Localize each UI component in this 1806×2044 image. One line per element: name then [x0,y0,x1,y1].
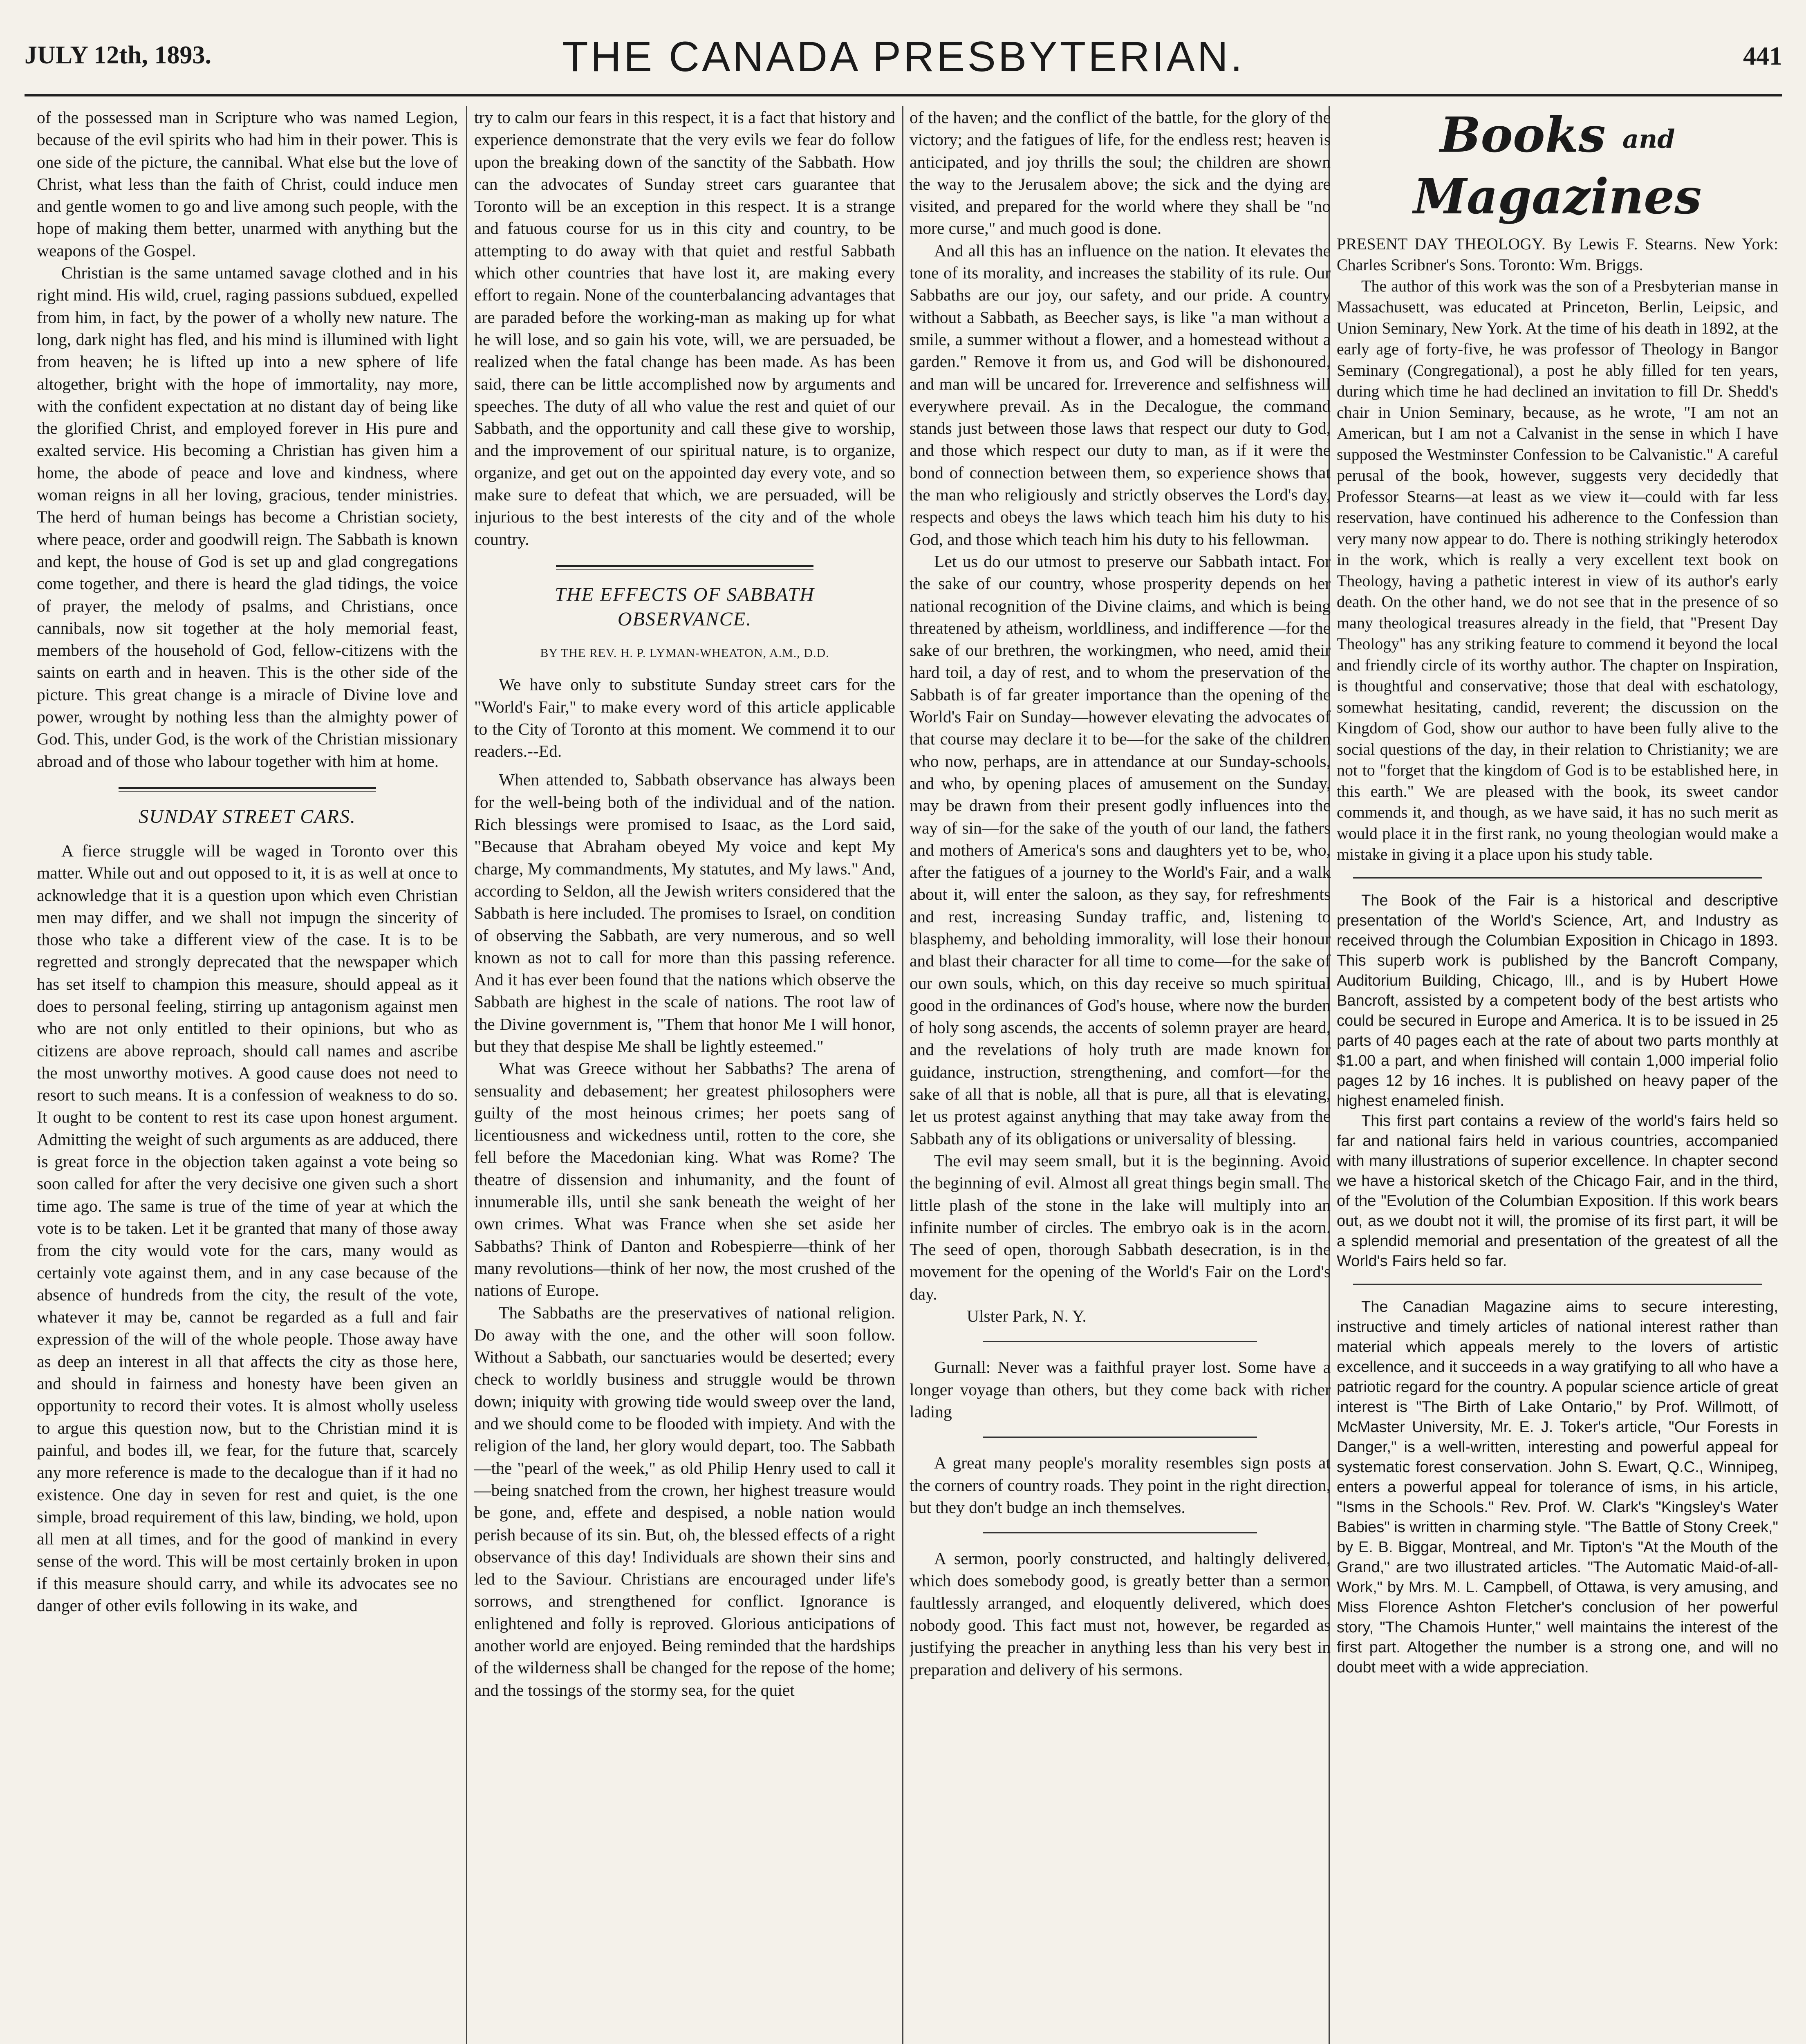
paragraph: When attended to, Sabbath observance has always been for the well-being both of the individual and of the nation. Rich blessings were promised to Isaac, as the Lord said, "Because that Abraham obeyed My voice and kept My charge, My commandments, My statutes, and My laws." And, according to Seldon, all the Jewish writers considered that the Sabbath is here included. The promises to Israel, on condition of observing the Sabbath, are very numerous, and so well known as not to call for more than this passing reference. And it has ever been found that the nations which observe the Sabbath are highest in the scale of nations. The root law of the Divine government is, "Them that honor Me I will honor, but they that despise Me shall be lightly esteemed." [474,770,895,1056]
section-title-word: Books [1440,106,1606,163]
section-title-word: Magazines [1413,168,1702,225]
divider [983,1437,1257,1438]
paragraph: Christian is the same untamed savage clothed and in his right mind. His wild, cruel, raging passions subdued, expelled from him, in fact, by the power of a wholly new nature. The long, dark night has fled, and his mind is illumined with light from heaven; he is lifted up into a new sphere of life altogether, bright with the hope of immortality, nay more, with the confident expectation at no distant day of being like the glorified Christ, and employed forever in His pure and exalted service. His becoming a Christian has given him a home, the abode of peace and love and kindness, where woman reigns in all her loving, gracious, tender ministries. The herd of human beings has become a Christian society, where peace, order and goodwill reign. The Sabbath is known and kept, the house of God is set up and glad congregations come together, and there is heard the glad tidings, the voice of prayer, the melody of psalms, and Christians, once cannibals, now sit together at the holy memorial feast, members of the household of God, fellow-citizens with the saints on earth and in heaven. This is the other side of the picture. This great change is a miracle of Divine love and power, wrought by nothing less than the almighty power of God. This, under God, is the work of the Christian missionary abroad and of those who labour together with him at home. [37,263,458,771]
paragraph: What was Greece without her Sabbaths? The arena of sensuality and debasement; her greatest philosophers were guilty of the most heinous crimes; her poets sang of licentiousness and wickedness until, rotten to the core, she fell before the Macedonian king. What was Rome? The theatre of dissension and inhumanity, and the fount of innumerable ills, until she sank beneath the weight of her own crimes. What was France when she set aside her Sabbaths? Think of Danton and Robespierre—think of her many revolutions—think of her now, the most crushed of the nations of Europe. [474,1059,895,1300]
column-3 [910,106,1331,2044]
paragraph: of the possessed man in Scripture who was named Legion, because of the evil spirits who had him in their power. This is one side of the picture, the cannibal. What else but the love of Christ, what less than the faith of Christ, could induce men and gentle women to go and live among such people, with the hope of making them better, unarmed with anything but the weapons of the Gospel. [37,108,458,260]
paragraph: of the haven; and the conflict of the battle, for the glory of the victory; and the fatigues of life, for the endless rest; heaven is anticipated, and joy thrills the soul; the children are shown the way to the Jerusalem above; the sick and the dying are visited, and prepared for the world where they shall be "no more curse," and much good is done. [910,108,1331,238]
divider [1353,877,1762,879]
quote: A sermon, poorly constructed, and haltingly delivered, which does somebody good, is greatly better than a sermon faultlessly arranged, and eloquently delivered, which does nobody good. This fact must not, however, be regarded as justifying the preacher in anything less than his very best in preparation and delivery of his sermons. [910,1549,1331,1679]
divider [983,1341,1257,1342]
section-divider [119,787,376,792]
paragraph: The evil may seem small, but it is the beginning. Avoid the beginning of evil. Almost all great things begin small. The little plash of the stone in the lake will multiply into an infinite number of circles. The embryo oak is in the acorn. The seed of open, thorough Sabbath desecration, is in the movement for the opening of the World's Fair on the Lord's day. [910,1151,1331,1303]
paragraph: Let us do our utmost to preserve our Sabbath intact. For the sake of our country, whose prosperity depends on her national recognition of the Divine claims, and which is being threatened by atheism, worldliness, and indifference —for the sake of our brethren, the workingmen, who need, amid their hard toil, a day of rest, and to whom the preservation of the Sabbath is of far greater importance than the opening of the World's Fair on Sunday—however elevating the advocates of that course may declare it to be—for the sake of the children who now, perhaps, are in attendance at our Sunday-schools, and who, by opening places of amusement on the Sunday, may be drawn from their present godly influences into the way of sin—for the sake of the youth of our land, the fathers and mothers of America's sons and daughters yet to be, who, after the fatigues of a journey to the World's Fair, and a walk about it, will enter the saloon, as they say, for refreshments and rest, increasing Sunday traffic, and, listening to blasphemy, and beholding immorality, will lose their honour and blast their character for all time to come—for the sake of our own souls, which, on this day receive so much spiritual good in the ordinances of God's house, where now the burden of holy song ascends, the accents of solemn prayer are heard, and the revelations of holy truth are made known for guidance, instruction, strengthening, and comfort—for the sake of all that is noble, all that is pure, all that is elevating, let us protest against anything that may take away from the Sabbath any of its obligations or universality of blessing. [910,551,1331,1148]
review-body: The Book of the Fair is a historical and descriptive presentation of the World's Science, Art, and Industry as received through the Columbian Exposition in Chicago in 1893. This superb work is published by the Bancroft Company, Auditorium Building, Chicago, Ill., and is by Hubert Howe Bancroft, assisted by a competent body of the best artists who could be secured in Europe and America. It is to be issued in 25 parts of 40 pages each at the rate of about two parts monthly at $1.00 a part, and when finished will contain 1,000 imperial folio pages 12 by 16 inches. It is published on heavy paper of the highest enameled finish. [1337,892,1778,1109]
editor-note: We have only to substitute Sunday street cars for the "World's Fair," to make every word of this article applicable to the City of Toronto at this moment. We commend it to our readers.--Ed. [474,675,895,761]
article-signoff: Ulster Park, N. Y. [967,1307,1087,1326]
masthead [25,12,1782,96]
section-title-books-magazines [1337,106,1778,225]
divider [983,1532,1257,1533]
section-divider [556,565,813,570]
column-divider [466,106,467,2044]
review-body: This first part contains a review of the world's fairs held so far and national fairs held in various countries, accompanied with many illustrations of superior excellence. In chapter second we have a historical sketch of the Chicago Fair, and in the third, of the "Evolution of the Columbian Exposition. If this work bears out, as we doubt not it will, the promise of its first part, it will be a splendid memorial and presentation of the greatest of all the World's Fairs held so far. [1337,1112,1778,1270]
review-body: The Canadian Magazine aims to secure interesting, instructive and timely articles of national interest rather than material which appeals merely to the lovers of artistic excellence, and it succeeds in a way gratifying to all who have a patriotic regard for the country. A popular science article of great interest is "The Birth of Lake Ontario," by Prof. Willmott, of McMaster University, Mr. E. J. Toker's article, "Our Forests in Danger," is a well-written, interesting and powerful appeal for systematic forest conservation. John S. Ewart, Q.C., Winnipeg, enters a powerful appeal for tolerance of isms, in his article, "Isms in the Schools." Rev. Prof. W. Clark's "Kingsley's Water Babies" is written in charming style. "The Battle of Stony Creek," by E. B. Biggar, Montreal, and Mr. Tipton's "At the Mouth of the Grand," are two illustrated articles. "The Automatic Maid-of-all-Work," by Mrs. M. L. Campbell, of Ottawa, is very amusing, and Miss Florence Ashton Fletcher's conclusion of her powerful story, "The Chamois Hunter," well maintains the interest of the first part. Altogether the number is a strong one, and will no doubt meet with a wide appreciation. [1337,1298,1778,1676]
quote: A great many people's morality resembles sign posts at the corners of country roads. They point in the right direction, but they don't budge an inch themselves. [910,1453,1331,1517]
paragraph: The Sabbaths are the preservatives of national religion. Do away with the one, and the other will soon follow. Without a Sabbath, our sanctuaries would be deserted; every check to worldly business and struggle would be thrown down; iniquity with growing tide would sweep over the land, and we should come to be flooded with impiety. And with the religion of the land, her glory would depart, too. The Sabbath—the "pearl of the week," as old Philip Henry used to call it—being snatched from the crown, her highest treasure would be gone, and, effete and despised, a noble nation would perish because of its sin. But, oh, the blessed effects of a right observance of this day! Individuals are shown their sins and led to the Saviour. Christians are encouraged under life's sorrows, and strengthened for conflict. Ignorance is enlightened and folly is reproved. Glorious anticipations of another world are enjoyed. Being reminded that the hardships of the wilderness shall be changed for the repose of the home; and the tossings of the stormy sea, for the quiet [474,1303,895,1699]
paragraph: And all this has an influence on the nation. It elevates the tone of its morality, and increases the stability of its rule. Our Sabbaths are our joy, our safety, and our pride. A country without a Sabbath, as Beecher says, is like "a man without a smile, a summer without a flower, and a homestead without a garden." Remove it from us, and God will be dishonoured, and man will be uncared for. Irreverence and selfishness will everywhere prevail. As in the Decalogue, the command stands just between those laws that respect our duty to God, and those which respect our duty to man, as if it were the bond of connection between them, so experience shows that the man who religiously and strictly observes the Lord's day, respects and obeys the laws which teach him his duty to his God, and those which teach him his duty to his fellowman. [910,241,1331,549]
newspaper-title: THE CANADA PRESBYTERIAN. [562,33,1245,81]
column-2 [474,106,895,2044]
paragraph: A fierce struggle will be waged in Toronto over this matter. While out and out opposed to it, it is as well at once to acknowledge that it is a question upon which even Christian men may differ, and we shall not impugn the sincerity of those who take a different view of the case. It is to be regretted and strongly deprecated that the newspaper which has set itself to champion this measure, should appeal as it does to personal feeling, stirring up antagonism against men who are not only entitled to their opinions, but who as citizens are above reproach, should call names and ascribe the most unworthy motives. A good cause does not need to resort to such means. It is a confession of weakness to do so. It ought to be content to rest its case upon honest argument. Admitting the weight of such arguments as are adduced, there is great force in the objection taken against a vote being so soon called for after the very decisive one given such a short time ago. The same is true of the time of year at which the vote is to be taken. Let it be granted that many of those away from the city would vote for the cars, many would as certainly vote against them, and in any case because of the absence of hundreds from the city, the result of the vote, whatever it may be, cannot be regarded as a full and fair expression of the will of the whole people. Those away have as deep an interest in all that affects the city as those here, and should in fairness and honesty have been given an opportunity to record their votes. It is almost wholly useless to argue this question now, but to the Christian mind it is painful, and bodes ill, we fear, for the future that, scarcely any more reference is made to the decalogue than if it had no existence. One day in seven for rest and quiet, is the one simple, broad requirement of this law, binding, we hold, upon all men at all times, and for the good of mankind in every sense of the word. This will be most certainly broken in upon if this measure should carry, and while its advocates see no danger of other evils following in its wake, and [37,841,458,1615]
byline: BY THE REV. H. P. LYMAN-WHEATON, A.M., D.D. [540,646,829,660]
column-4 [1337,106,1778,2044]
divider [1353,1284,1762,1285]
column-divider [902,106,903,2044]
page-number: 441 [1743,41,1782,70]
article-heading-sabbath-observance: THE EFFECTS OF SABBATH OBSERVANCE. [555,583,815,630]
quote: Gurnall: Never was a faithful prayer lost. Some have a longer voyage than others, but they come back with richer lading [910,1358,1331,1421]
section-title-and: and [1622,124,1675,154]
paragraph: try to calm our fears in this respect, it is a fact that history and experience demonstrate that the very evils we fear do follow upon the breaking down of the sanctity of the Sabbath. How can the advocates of Sunday street cars guarantee that Toronto will be an exception in this respect. It is a strange and fatuous course for us in this city and country, to be attempting to do away with that quiet and restful Sabbath which other countries that have lost it, are making every effort to regain. None of the counterbalancing advantages that are paraded before the working-man as making up for what he will lose, and so gain his vote, will, we are persuaded, be realized when the fatal change has been made. As has been said, there can be little accomplished now by arguments and speeches. The duty of all who value the rest and quiet of our Sabbath, and the opportunity and call these give to worship, and the improvement of our spiritual nature, is to organize, organize, and get out on the appointed day every vote, and so make sure to defeat that which, we are persuaded, will be injurious to the best interests of the city and of the whole country. [474,108,895,549]
column-1 [37,106,458,2044]
issue-date: JULY 12th, 1893. [25,41,212,69]
review-heading: PRESENT DAY THEOLOGY. By Lewis F. Stearns. New York: Charles Scribner's Sons. Toronto: Wm. Briggs. [1337,234,1778,274]
article-heading-sunday-street-cars: SUNDAY STREET CARS. [139,805,356,827]
review-body: The author of this work was the son of a Presbyterian manse in Massachusett, was educated at Princeton, Berlin, Leipsic, and Union Seminary, New York. At the time of his death in 1892, at the early age of forty-five, he was professor of Theology in Bangor Seminary (Congregational), a post he ably filled for ten years, during which time he had declined an invitation to fill Dr. Shedd's chair in Union Seminary, because, as he wrote, "I am not an American, but I am not a Calvanist in the sense in which I have supposed the Westminster Confession to be Calvanistic." A careful perusal of the book, however, suggests very decidedly that Professor Stearns—at least as we view it—could with far less reservation, have continued his adherence to the Confession than very many now appear to do. There is nothing strikingly heterodox in the work, which is really a very excellent text book on Theology, having a pathetic interest in view of its author's early death. On the other hand, we do not see that in the presence of so many theological treasures already in the field, that "Present Day Theology" has any striking feature to commend it beyond the local and friendly circle of its worthy author. The chapter on Inspiration, is thoughtful and conservative; those that deal with eschatology, somewhat hesitating, candid, reverent; the discussion on the Kingdom of God, show our author to have been fully alive to the social questions of the day, in their relation to Christianity; we are not to "forget that the kingdom of God is to be established here, in this earth." We are pleased with the book, its sweet candor commends it, and though, as we have said, it has no such merit as would place it in the first rank, no young theologian would make a mistake in giving it a place upon his study table. [1337,276,1778,863]
